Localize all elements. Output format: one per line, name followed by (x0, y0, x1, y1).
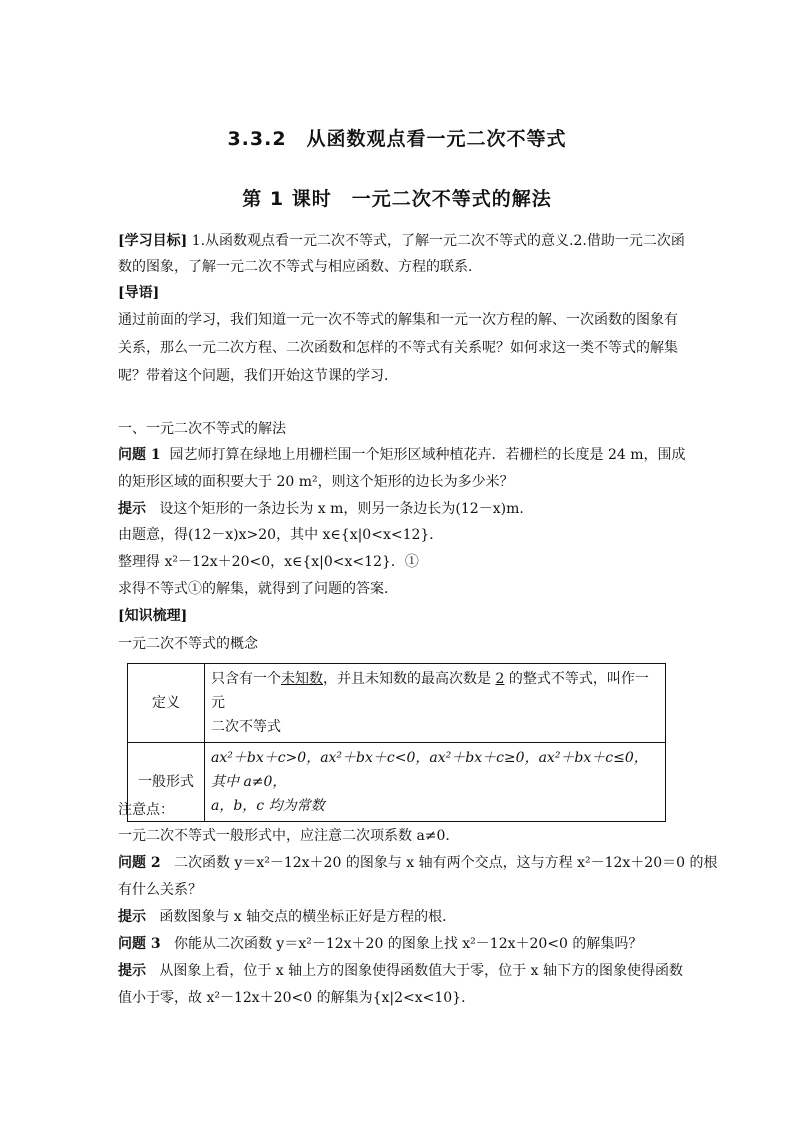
hint-2-text: 函数图象与 x 轴交点的横坐标正好是方程的根． (159, 909, 457, 925)
hint-1 (118, 499, 524, 519)
general-form-line-2: a，b，c 均为常数 (211, 798, 325, 814)
step-3: 求得不等式①的解集，就得到了问题的答案． (118, 581, 398, 597)
question-2-label: 问题 2 (118, 855, 161, 871)
question-1-text-1: 园艺师打算在绿地上用栅栏围一个矩形区域种植花卉．若栅栏的长度是 24 m，围成 (169, 447, 686, 463)
page-title: 3.3.2 从函数观点看一元二次不等式 (227, 128, 567, 150)
guide-line-2: 关系，那么一元二次方程、二次函数和怎样的不等式有关系呢？如何求这一类不等式的解集 (118, 340, 678, 356)
hint-2-label: 提示 (118, 909, 146, 925)
hint-3-text-1: 从图象上看，位于 x 轴上方的图象使得函数值大于零，位于 x 轴下方的图象使得函数 (159, 963, 683, 979)
question-3-line-1 (118, 934, 642, 954)
objectives-label: [学习目标] (118, 233, 188, 249)
hint-3-label: 提示 (118, 963, 146, 979)
question-2-text-1: 二次函数 y＝x²－12x＋20 的图象与 x 轴有两个交点，这与方程 x²－12x＋20＝0 的根 (173, 855, 718, 871)
question-3-label: 问题 3 (118, 936, 161, 952)
definition-blank-1: 未知数 (281, 671, 323, 687)
question-2-line-1 (118, 853, 717, 873)
definition-cell (205, 664, 666, 743)
concept-table (127, 663, 666, 822)
definition-head: 定义 (128, 664, 205, 743)
table-row (128, 664, 666, 743)
step-1: 由题意，得(12－x)x>20，其中 x∈{x|0<x<12}． (118, 527, 444, 543)
notes-label: 注意点： (118, 802, 174, 818)
hint-3 (118, 961, 683, 981)
guide-line-1: 通过前面的学习，我们知道一元一次不等式的解集和一元一次方程的解、一次函数的图象有 (118, 312, 678, 328)
definition-line-1 (211, 667, 659, 715)
table-row (128, 743, 666, 822)
general-form-cell (205, 743, 666, 822)
concept-title: 一元二次不等式的概念 (118, 636, 258, 652)
question-1-line-2: 的矩形区域的面积要大于 20 m²，则这个矩形的边长为多少米？ (118, 474, 514, 490)
definition-blank-2: 2 (495, 671, 505, 687)
definition-text-b: ，并且未知数的最高次数是 (323, 671, 496, 687)
guide-label: [导语] (118, 285, 160, 301)
question-2-line-2: 有什么关系？ (118, 882, 202, 898)
hint-2 (118, 907, 456, 927)
hint-1-label: 提示 (118, 501, 146, 517)
question-1-line-1 (118, 445, 686, 465)
objectives-line-2: 数的图象，了解一元二次不等式与相应函数、方程的联系． (118, 259, 482, 275)
question-3-text-1: 你能从二次函数 y＝x²－12x＋20 的图象上找 x²－12x＋20<0 的解集吗？ (173, 936, 643, 952)
objectives-line-1 (118, 231, 685, 251)
section-heading: 一、一元二次不等式的解法 (118, 421, 286, 437)
general-form-line-1: ax²＋bx＋c>0，ax²＋bx＋c<0，ax²＋bx＋c≥0，ax²＋bx＋c≤0，其中 a≠0， (211, 750, 648, 790)
knowledge-label: [知识梳理] (118, 608, 188, 624)
objectives-text-1: 1.从函数观点看一元二次不等式，了解一元二次不等式的意义.2.借助一元二次函 (191, 233, 685, 249)
notes-line-1: 一元二次不等式一般形式中，应注意二次项系数 a≠0. (118, 828, 450, 844)
hint-1-text: 设这个矩形的一条边长为 x m，则另一条边长为(12－x)m. (159, 501, 524, 517)
question-1-label: 问题 1 (118, 447, 161, 463)
definition-text-c: 的整式不等式，叫作一元 (211, 671, 649, 711)
guide-line-3: 呢？带着这个问题，我们开始这节课的学习． (118, 368, 398, 384)
general-form-head: 一般形式 (128, 743, 205, 822)
hint-3-line-2: 值小于零，故 x²－12x＋20<0 的解集为{x|2<x<10}． (118, 990, 476, 1006)
definition-line-2: 二次不等式 (211, 719, 281, 735)
step-2: 整理得 x²－12x＋20<0，x∈{x|0<x<12}．① (118, 554, 419, 570)
lesson-title: 第 1 课时 一元二次不等式的解法 (242, 188, 552, 210)
definition-text-a: 只含有一个 (211, 671, 281, 687)
